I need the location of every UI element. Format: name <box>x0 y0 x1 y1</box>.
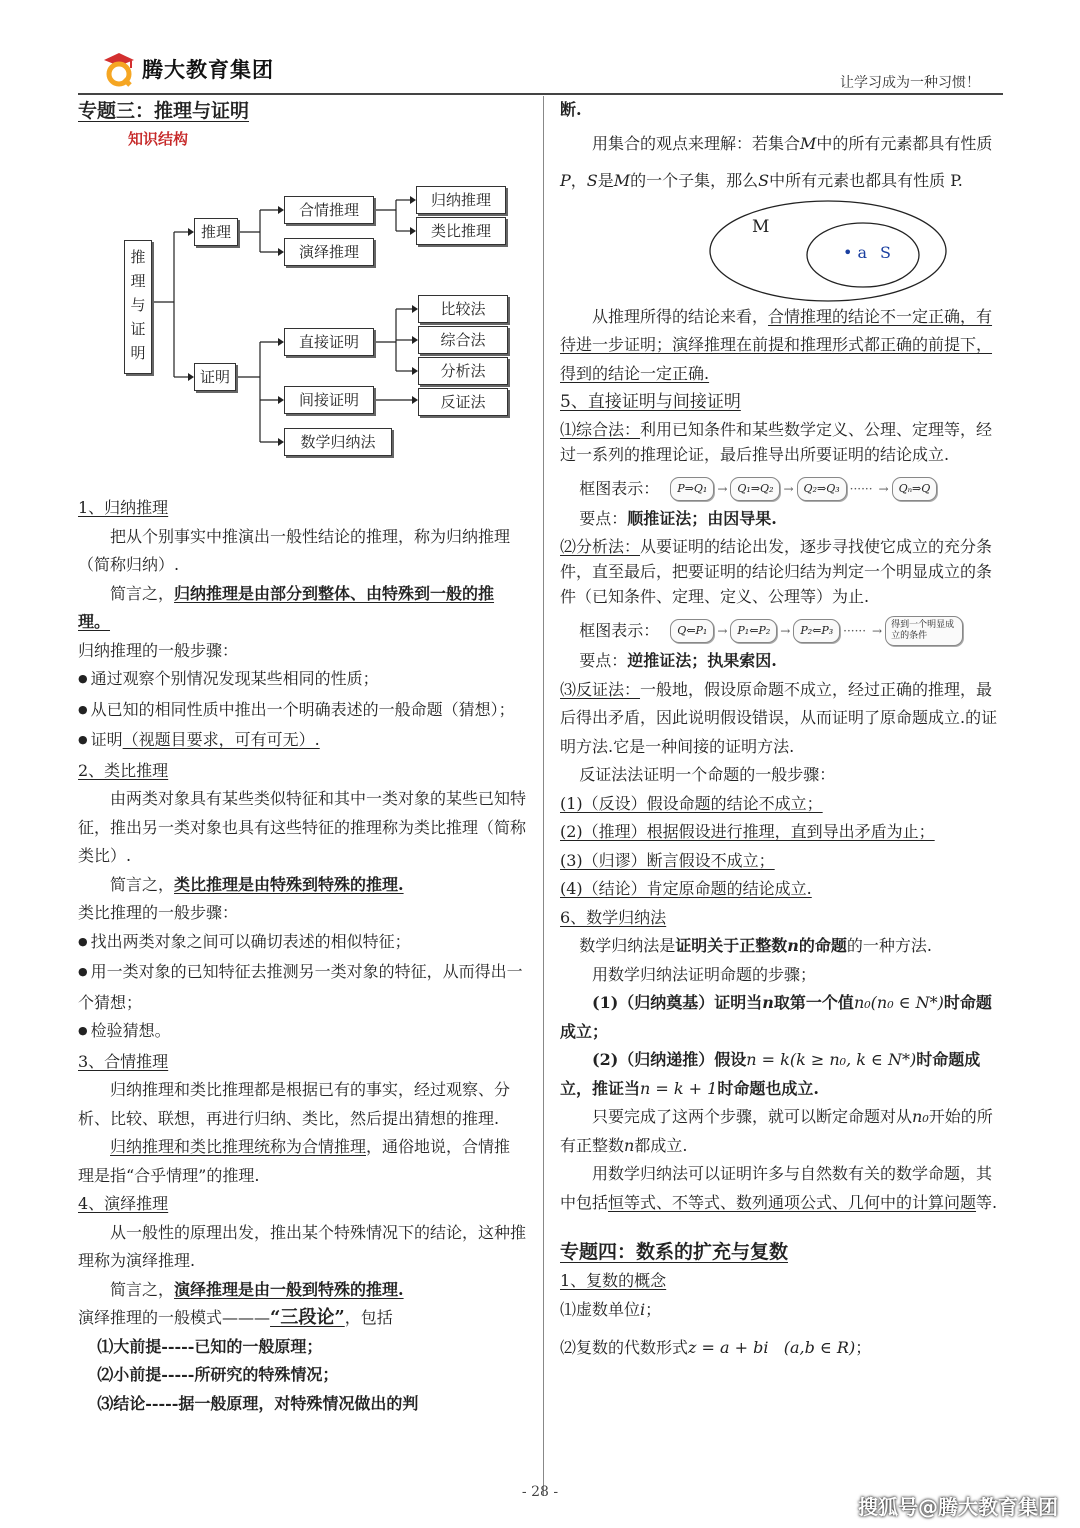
section-1-steps-heading: 归纳推理的一般步骤： <box>78 640 239 660</box>
complex-concept-title: 1、复数的概念 <box>560 1271 667 1290</box>
section-2-step-2: ● 用一类对象的已知特征去推测另一类对象的特征，从而得出一个猜想； <box>78 958 526 1017</box>
section-4-model: 演绎推理的一般模式———“三段论”，包括 <box>78 1307 393 1328</box>
section-2-title: 2、类比推理 <box>78 760 169 780</box>
flow1-step-4: Qₙ⇒Q <box>892 477 938 501</box>
tree-proof: 证明 <box>194 363 236 391</box>
brand-name: 腾大教育集团 <box>142 58 274 82</box>
synthesis-flow: 框图表示： P⇒Q₁ → Q₁⇒Q₂ → Q₂⇒Q₃ ······ → Qₙ⇒Q <box>560 473 1006 506</box>
flow2-step-1: Q⇐P₁ <box>670 619 714 643</box>
synthesis-key-point: 要点：顺推证法；由因导果. <box>579 509 777 528</box>
section-2-step-3: ● 检验猜想。 <box>78 1017 526 1048</box>
brand-logo <box>100 50 274 88</box>
tree-comparison-method: 比较法 <box>418 295 508 323</box>
section-2-step-1: ● 找出两类对象之间可以确切表述的相似特征； <box>78 928 526 959</box>
contradiction-step-1: (1)（反设）假设命题的结论不成立； <box>560 793 823 813</box>
section-1-summary: 简言之，归纳推理是由部分到整体、由特殊到一般的推理。 <box>78 583 495 631</box>
synthesis-method-definition: ⑴综合法：利用已知条件和某些数学定义、公理、定理等，经过一系列的推理论证，最后推导出所要证明的结论成立. <box>560 419 993 464</box>
topic-title: 专题三：推理与证明 <box>78 100 250 122</box>
section-4-major-premise: ⑴大前提-----已知的一般原理； <box>97 1336 323 1356</box>
flow1-step-1: P⇒Q₁ <box>670 477 714 501</box>
watermark: 搜狐号@腾大教育集团 <box>858 1495 1058 1519</box>
section-4-minor-premise: ⑵小前提-----所研究的特殊情况； <box>97 1365 339 1384</box>
section-3-title: 3、合情推理 <box>78 1051 169 1071</box>
section-2-steps-heading: 类比推理的一般步骤： <box>78 903 239 922</box>
left-column <box>78 96 526 1418</box>
flow2-step-2: P₁⇐P₂ <box>730 619 777 643</box>
contradiction-step-4: (4)（结论）肯定原命题的结论成立. <box>560 879 812 898</box>
contradiction-step-3: (3)（归谬）断言假设不成立； <box>560 850 775 870</box>
section-1-title: 1、归纳推理 <box>78 498 169 517</box>
column-divider <box>543 96 544 1496</box>
math-induction-step-1: (1)（归纳奠基）证明当n取第一个值n₀(n₀ ∈ N*)时命题成立； <box>560 993 992 1041</box>
analysis-key-point: 要点：逆推证法；执果索因. <box>579 651 777 670</box>
tree-synthesis-method: 综合法 <box>418 326 508 354</box>
flow1-step-3: Q₂⇒Q₃ <box>797 477 847 501</box>
math-induction-applications: 用数学归纳法可以证明许多与自然数有关的数学命题，其中包括恒等式、不等式、数列通项公式、几何中的计算问题等. <box>560 1164 998 1212</box>
analysis-flow-chart: Q⇐P₁ → P₁⇐P₂ → P₂⇐P₃ ······ → 得到一个明显成立的条件 <box>670 615 963 647</box>
math-induction-steps-heading: 用数学归纳法证明命题的步骤； <box>592 964 817 984</box>
section-1-step-1: ● 通过观察个别情况发现某些相同的性质； <box>78 665 526 696</box>
conclusion-comparison: 从推理所得的结论来看，合情推理的结论不一定正确，有待进一步证明；演绎推理在前提和推理形式都正确的前提下，得到的结论一定正确. <box>560 306 993 383</box>
section-3-summary: 归纳推理和类比推理统称为合情推理，通俗地说，合情推理是指“合乎情理”的推理. <box>78 1137 511 1185</box>
flow2-step-3: P₂⇐P₃ <box>793 619 840 643</box>
section-6-title: 6、数学归纳法 <box>560 907 667 927</box>
math-induction-definition: 数学归纳法是证明关于正整数n的命题的一种方法. <box>579 936 932 955</box>
venn-ellipses <box>560 199 1006 303</box>
right-column <box>560 96 1006 1363</box>
knowledge-tree-diagram <box>78 152 526 482</box>
section-4-definition: 从一般性的原理出发，推出某个特殊情况下的结论，这种推理称为演绎推理. <box>78 1222 527 1270</box>
section-4-conclusion: ⑶结论-----据一般原理，对特殊情况做出的判 <box>97 1393 419 1413</box>
knowledge-structure-label: 知识结构 <box>128 130 189 148</box>
tree-inductive-reasoning: 归纳推理 <box>416 186 506 214</box>
contradiction-step-2: (2)（推理）根据假设进行推理，直到导出矛盾为止； <box>560 822 935 841</box>
tree-analogical-reasoning: 类比推理 <box>416 217 506 245</box>
section-2-definition: 由两类对象具有某些类似特征和其中一类对象的某些已知特征，推出另一类对象也具有这些特征的推理称为类比推理（简称类比）. <box>78 789 527 865</box>
math-induction-conclusion: 只要完成了这两个步骤，就可以断定命题对从n₀开始的所有正整数n都成立. <box>560 1107 993 1155</box>
header-rule <box>78 93 1003 95</box>
section-1-definition: 把从个别事实中推演出一般性结论的推理，称为归纳推理（简称归纳）. <box>78 526 511 574</box>
tree-indirect-proof: 间接证明 <box>284 386 374 414</box>
flow2-step-4: 得到一个明显成立的条件 <box>885 616 963 646</box>
venn-label-a: • a <box>843 242 868 262</box>
page-number: - 28 - <box>521 1484 559 1500</box>
tree-contradiction-method: 反证法 <box>418 388 508 416</box>
contradiction-steps-heading: 反证法法证明一个命题的一般步骤： <box>579 765 836 784</box>
tree-root-label: 推理与证明 <box>130 248 146 362</box>
section-1-step-3: ● 证明（视题目要求，可有可无）. <box>78 726 526 757</box>
topic-4-title: 专题四：数系的扩充与复数 <box>560 1241 789 1263</box>
header-slogan: 让学习成为一种习惯！ <box>840 75 980 91</box>
flow1-step-2: Q₁⇒Q₂ <box>730 477 780 501</box>
section-4-title: 4、演绎推理 <box>78 1194 169 1213</box>
tree-reasoning: 推理 <box>194 218 238 246</box>
tree-analysis-method: 分析法 <box>418 357 508 385</box>
logo-mark-icon <box>100 50 138 88</box>
section-4-summary: 简言之，演绎推理是由一般到特殊的推理. <box>110 1279 404 1299</box>
tree-root <box>124 240 152 374</box>
analysis-method-definition: ⑵分析法：从要证明的结论出发，逐步寻找使它成立的充分条件，直至最后，把要证明的结论归结为判定一个明显成立的条件（已知条件、定理、定义、公理等）为止. <box>560 536 993 606</box>
imaginary-unit-item: ⑴虚数单位i； <box>560 1299 662 1319</box>
section-5-title: 5、直接证明与间接证明 <box>560 392 741 412</box>
section-1-step-2: ● 从已知的相同性质中推出一个明确表述的一般命题（猜想）； <box>78 696 526 727</box>
section-3-definition: 归纳推理和类比推理都是根据已有的事实，经过观察、分析、比较、联想，再进行归纳、类比，然后提出猜想的推理. <box>78 1080 511 1128</box>
tree-direct-proof: 直接证明 <box>284 328 374 356</box>
tree-deductive-reasoning: 演绎推理 <box>284 238 374 266</box>
math-induction-step-2: (2)（归纳递推）假设n = k(k ≥ n₀, k ∈ N*)时命题成立，推证当n = k + 1时命题也成立. <box>560 1050 981 1098</box>
contradiction-method-definition: ⑶反证法：一般地，假设原命题不成立，经过正确的推理，最后得出矛盾，因此说明假设错误，从而证明了原命题成立.的证明方法.它是一种间接的证明方法. <box>560 679 998 756</box>
set-explanation: 用集合的观点来理解：若集合M中的所有元素都具有性质P，S是M的一个子集，那么S中所有元素也都具有性质 P. <box>560 133 993 190</box>
section-2-summary: 简言之，类比推理是由特殊到特殊的推理. <box>110 874 404 894</box>
continued-text: 断. <box>560 100 582 119</box>
synthesis-flow-chart: P⇒Q₁ → Q₁⇒Q₂ → Q₂⇒Q₃ ······ → Qₙ⇒Q <box>670 473 937 505</box>
venn-label-S: S <box>880 242 891 262</box>
complex-algebraic-form-item: ⑵复数的代数形式z = a + bi (a,b ∈ R)； <box>560 1338 872 1357</box>
set-venn-diagram <box>560 199 1006 303</box>
tree-plausible-reasoning: 合情推理 <box>284 196 374 224</box>
tree-math-induction: 数学归纳法 <box>284 428 392 456</box>
venn-label-M: M <box>752 216 770 237</box>
analysis-flow: 框图表示： Q⇐P₁ → P₁⇐P₂ → P₂⇐P₃ ······ → 得到一个明显成立的条件 <box>560 615 1006 648</box>
